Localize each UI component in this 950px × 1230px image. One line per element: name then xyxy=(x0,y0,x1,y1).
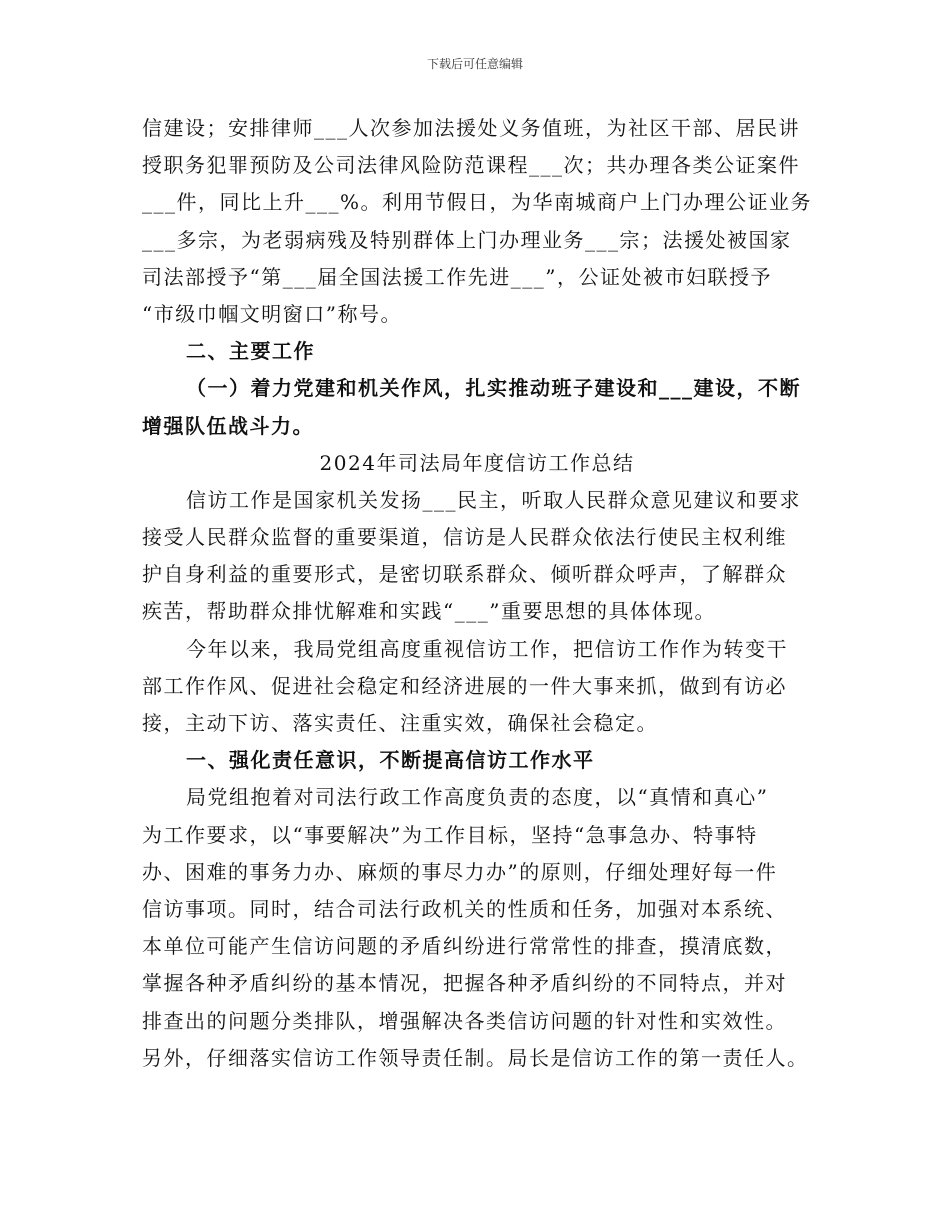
paragraph-line: 部工作作风、促进社会稳定和经济进展的一件大事来抓，做到有访必 xyxy=(142,673,787,698)
paragraph-line: 信建设；安排律师___人次参加法援处义务值班，为社区干部、居民讲 xyxy=(142,116,800,140)
paragraph-line: 护自身利益的重要形式，是密切联系群众、倾听群众呼声，了解群众 xyxy=(142,562,787,587)
paragraph-line: ___多宗，为老弱病残及特别群体上门办理业务___宗；法援处被国家 xyxy=(142,227,792,252)
document-body xyxy=(142,110,812,1077)
section-heading: 二、主要工作 xyxy=(186,339,315,364)
paragraph-line: 办、困难的事务力办、麻烦的事尽力办”的原则，仔细处理好每一件 xyxy=(142,859,778,884)
section-heading: 增强队伍战斗力。 xyxy=(142,413,314,438)
paragraph-line: 信访工作是国家机关发扬___民主，听取人民群众意见建议和要求 xyxy=(186,487,801,512)
paragraph-line: 排查出的问题分类排队，增强解决各类信访问题的针对性和实效性。 xyxy=(142,1008,787,1033)
paragraph-line: 局党组抱着对司法行政工作高度负责的态度，以“真情和真心” xyxy=(186,785,769,810)
paragraph-line: 疾苦，帮助群众排忧解难和实践“___”重要思想的具体体现。 xyxy=(142,599,716,624)
section-heading: （一）着力党建和机关作风，扎实推动班子建设和___建设，不断 xyxy=(186,376,801,401)
document-title: 2024年司法局年度信访工作总结 xyxy=(319,450,635,475)
page-header: 下载后可任意编辑 xyxy=(426,57,523,71)
paragraph-line: 今年以来，我局党组高度重视信访工作，把信访工作作为转变干 xyxy=(186,636,788,661)
paragraph-line: 接受人民群众监督的重要渠道，信访是人民群众依法行使民主权利维 xyxy=(142,525,787,550)
paragraph-line: “市级巾帼文明窗口”称号。 xyxy=(142,301,402,326)
paragraph-line: 本单位可能产生信访问题的矛盾纠纷进行常常性的排查，摸清底数， xyxy=(142,934,787,959)
paragraph-line: ___件，同比上升___%。利用节假日，为华南城商户上门办理公证业务 xyxy=(142,190,813,215)
paragraph-line: 接，主动下访、落实责任、注重实效，确保社会稳定。 xyxy=(142,711,658,735)
paragraph-line: 授职务犯罪预防及公司法律风险防范课程___次；共办理各类公证案件 xyxy=(142,153,800,178)
paragraph-line: 信访事项。同时，结合司法行政机关的性质和任务，加强对本系统、 xyxy=(142,896,787,921)
paragraph-line: 掌握各种矛盾纠纷的基本情况，把握各种矛盾纠纷的不同特点，并对 xyxy=(142,971,787,996)
paragraph-line: 另外，仔细落实信访工作领导责任制。局长是信访工作的第一责任人。 xyxy=(142,1045,809,1070)
paragraph-line: 为工作要求，以“事要解决”为工作目标，坚持“急事急办、特事特 xyxy=(142,822,758,847)
section-heading: 一、强化责任意识，不断提高信访工作水平 xyxy=(186,748,595,773)
paragraph-line: 司法部授予“第___届全国法援工作先进___”，公证处被市妇联授予 xyxy=(142,264,772,289)
